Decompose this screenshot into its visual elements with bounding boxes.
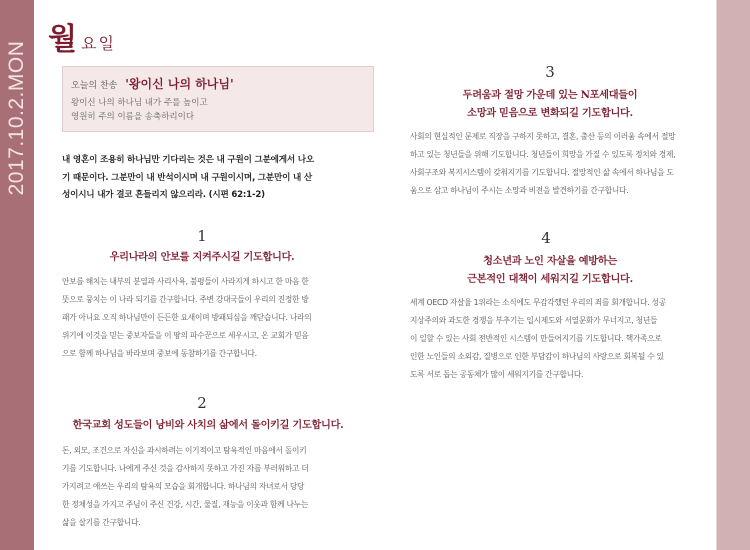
section-4-body [410,294,710,384]
body-line: 도록 서로 돕는 공동체가 많이 세워지기를 간구합니다. [410,370,584,379]
body-line: 지상주의와 과도한 경쟁을 부추기는 입시제도와 서열문화가 무너지고, 청년들 [410,316,658,325]
hymn-box [62,66,374,132]
section-1-title [62,248,342,266]
body-line: 이 일할 수 있는 사회 전반적인 시스템이 만들어지기를 기도합니다. 핵가족으로 [410,334,662,343]
section-3-body [410,128,710,200]
title-line: 두려움과 절망 가운데 있는 N포세대들이 [462,89,638,101]
section-2-number: 2 [197,394,207,412]
hymn-lyric-line: 왕이신 나의 하나님 내가 주를 높이고 [71,98,208,108]
body-line: 위기에 이것을 믿는 중보자들을 이 땅의 파수꾼으로 세우시고, 온 교회가 믿음 [62,331,309,340]
vertical-date [0,0,34,550]
hymn-title: '왕이신 나의 하나님' [125,77,234,91]
hymn-lyric-line: 영원히 주의 이름을 송축하리이다 [71,112,195,122]
body-line: 가지려고 애쓰는 우리의 탐욕의 모습을 회개합니다. 하나님의 자녀로서 당당 [62,482,305,491]
section-1-body [62,273,382,363]
scripture-verse [62,152,374,205]
day-small-text: 요일 [80,34,116,53]
body-line: 하고 있는 청년들을 위해 기도합니다. 청년들이 희망을 가질 수 있도록 정치와 경제, [410,150,676,159]
body-line: 움으로 삼고 하나님이 주시는 소망과 비전을 발견하기를 간구합니다. [410,186,629,195]
section-4-number: 4 [541,229,551,247]
body-line: 세계 OECD 자살율 1위라는 소식에도 무감각했던 우리의 죄를 회개합니다. 성공 [410,298,666,307]
title-line: 근본적인 대책이 세워지길 기도합니다. [467,273,633,285]
verse-line: 기 때문이다. 그분만이 내 반석이시며 내 구원이시며, 그분만이 내 산 [62,172,312,183]
section-2-title [62,416,354,434]
body-line: 기를 기도합니다. 나에게 주신 것을 감사하지 못하고 가진 자를 부러워하고 더 [62,464,309,473]
section-3-number: 3 [545,63,555,81]
title-line: 청소년과 노인 자살을 예방하는 [483,255,617,267]
section-2-body [62,442,382,532]
body-line: 삶을 살기를 간구합니다. [62,518,141,527]
day-heading [48,14,116,58]
section-1-number: 1 [197,227,207,245]
verse-line: 내 영혼이 조용히 하나님만 기다리는 것은 내 구원이 그분에게서 나오 [62,155,314,165]
body-line: 한 정체성을 가지고 주님이 주신 건강, 시간, 물질, 재능을 이웃과 함께 나누는 [62,500,308,509]
title-line: 한국교회 성도들이 낭비와 사치의 삶에서 돌이키길 기도합니다. [72,419,344,431]
body-line: 사회구조와 복지시스템이 갖춰지기를 기도합니다. 절망적인 삶 속에서 하나님을 도 [410,168,674,177]
section-4-title [420,252,680,288]
date-label: 2017.10.2.MON [5,40,28,196]
day-big-char: 월 [48,22,77,57]
right-color-band [717,0,750,550]
body-line: 뜻으로 뭉치는 이 나라 되기를 간구합니다. 주변 강대국들이 우리의 진정한 방 [62,295,309,304]
section-3-title [420,86,680,122]
body-line: 사회의 현실적인 문제로 직장을 구하지 못하고, 결혼, 출산 등의 이러움 속에서 절망 [410,132,676,141]
hymn-heading [71,75,234,92]
body-line: 인한 노인들의 소외감, 질병으로 인한 부담감이 하나님의 사랑으로 회복될 수 있 [410,352,664,361]
title-line: 소망과 믿음으로 변화되길 기도합니다. [467,107,633,119]
verse-line: 성이시니 내가 결코 흔들리지 않으리라. (시편 62:1-2) [62,190,265,200]
body-line: 돈, 외모, 조건으로 자신을 과시하려는 이기적이고 탐욕적인 마음에서 돌이키 [62,446,307,455]
title-line: 우리나라의 안보를 지켜주시길 기도합니다. [109,251,295,263]
hymn-label: 오늘의 찬송 [71,81,118,91]
body-line: 패가 아니요 오직 하나님만이 든든한 요새이며 방패되심을 깨닫습니다. 나라의 [62,313,312,322]
body-line: 안보를 해치는 내부의 분열과 사리사욕, 불평들이 사라지게 하시고 한 마음 한 [62,277,309,286]
body-line: 으로 함께 하나님을 바라보며 중보에 동참하기를 간구합니다. [62,349,257,358]
